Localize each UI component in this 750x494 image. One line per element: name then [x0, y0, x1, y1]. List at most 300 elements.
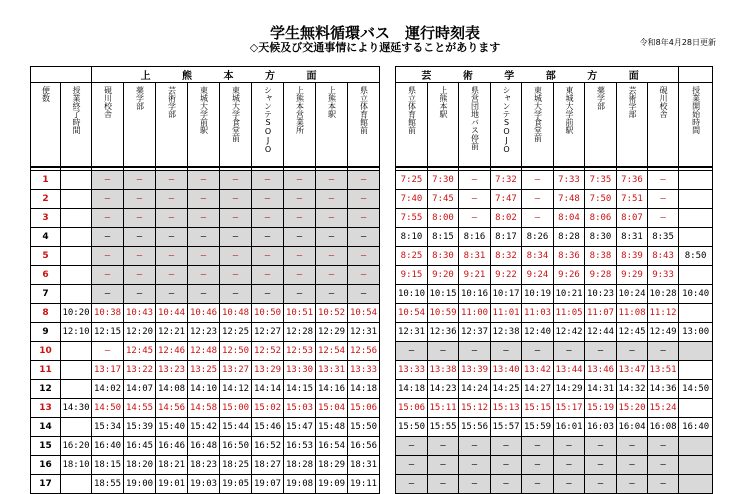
time-cell: — — [124, 190, 156, 209]
page-title: 学生無料循環バス 運行時刻表 — [269, 24, 480, 42]
time-cell: — — [522, 342, 554, 361]
time-cell: 18:20 — [124, 456, 156, 475]
time-cell: — — [220, 285, 252, 304]
time-cell: 10:59 — [428, 304, 459, 323]
time-cell: — — [92, 209, 124, 228]
time-cell: 18:55 — [92, 475, 124, 494]
right-header-5 — [554, 83, 585, 168]
time-cell: — — [617, 475, 648, 494]
time-cell: 11:12 — [648, 304, 679, 323]
table-row — [396, 171, 713, 190]
left-header-5-label: 東城大学前駅 — [199, 86, 209, 134]
time-cell: — — [585, 342, 617, 361]
time-cell: 8:00 — [428, 209, 459, 228]
time-cell: — — [348, 190, 380, 209]
time-cell: 8:38 — [585, 247, 617, 266]
right-header-7 — [617, 83, 648, 168]
time-cell: 15:03 — [284, 399, 316, 418]
time-cell: — — [284, 285, 316, 304]
time-cell: 16:54 — [316, 437, 348, 456]
time-cell: 15:44 — [220, 418, 252, 437]
time-cell: 10:16 — [459, 285, 491, 304]
class-start-time — [679, 437, 713, 456]
time-cell: 14:07 — [124, 380, 156, 399]
time-cell: 12:53 — [284, 342, 316, 361]
time-cell: — — [188, 285, 220, 304]
time-cell: 7:33 — [554, 171, 585, 190]
time-cell: 8:35 — [648, 228, 679, 247]
class-start-time: 16:40 — [679, 418, 713, 437]
time-cell: — — [284, 171, 316, 190]
time-cell: 10:50 — [252, 304, 284, 323]
left-header-9 — [316, 83, 348, 168]
class-start-time — [679, 228, 713, 247]
time-cell: 19:01 — [156, 475, 188, 494]
table-row — [396, 437, 713, 456]
time-cell: 15:56 — [459, 418, 491, 437]
time-cell: 15:15 — [522, 399, 554, 418]
time-cell: 16:45 — [124, 437, 156, 456]
time-cell: 12:15 — [92, 323, 124, 342]
time-cell: 8:15 — [428, 228, 459, 247]
updated-date: 令和8年4月28日更新 — [639, 38, 716, 47]
time-cell: 12:45 — [124, 342, 156, 361]
time-cell: — — [252, 266, 284, 285]
time-cell: — — [188, 247, 220, 266]
time-cell: 15:11 — [428, 399, 459, 418]
time-cell: 7:45 — [428, 190, 459, 209]
time-cell: 8:30 — [585, 228, 617, 247]
class-end-time: 14:30 — [61, 399, 92, 418]
time-cell: 8:34 — [522, 247, 554, 266]
left-header-0-label: 便数 — [41, 86, 51, 102]
direction-row — [396, 67, 713, 83]
time-cell: 8:26 — [522, 228, 554, 247]
time-cell: — — [648, 171, 679, 190]
time-cell: 12:49 — [648, 323, 679, 342]
time-cell: 15:57 — [491, 418, 522, 437]
class-start-time — [679, 266, 713, 285]
direction-blank — [679, 67, 713, 83]
time-cell: 16:46 — [156, 437, 188, 456]
time-cell: 7:40 — [396, 190, 428, 209]
time-cell: 11:01 — [491, 304, 522, 323]
time-cell: — — [348, 228, 380, 247]
time-cell: 19:11 — [348, 475, 380, 494]
class-end-time — [61, 247, 92, 266]
time-cell: 14:12 — [220, 380, 252, 399]
time-cell: — — [648, 475, 679, 494]
table-row — [396, 304, 713, 323]
time-cell: 12:37 — [459, 323, 491, 342]
bin-number: 6 — [31, 266, 61, 285]
time-cell: 8:25 — [396, 247, 428, 266]
time-cell: 14:29 — [554, 380, 585, 399]
time-cell: 9:22 — [491, 266, 522, 285]
time-cell: 15:50 — [348, 418, 380, 437]
time-cell: — — [648, 190, 679, 209]
time-cell: — — [522, 456, 554, 475]
header-row — [31, 83, 380, 168]
time-cell: 10:10 — [396, 285, 428, 304]
table-row — [396, 285, 713, 304]
time-cell: — — [459, 342, 491, 361]
right-header-7-label: 芸術学部 — [628, 86, 637, 118]
time-cell: 14:55 — [124, 399, 156, 418]
time-cell: 15:02 — [252, 399, 284, 418]
time-cell: 10:38 — [92, 304, 124, 323]
time-cell: 15:00 — [220, 399, 252, 418]
time-cell: 12:28 — [284, 323, 316, 342]
bin-number: 15 — [31, 437, 61, 456]
time-cell: 8:36 — [554, 247, 585, 266]
time-cell: — — [459, 190, 491, 209]
class-end-time — [61, 342, 92, 361]
time-cell: 16:48 — [188, 437, 220, 456]
left-header-8-label: 上熊本営業所 — [295, 86, 305, 134]
time-cell: 18:21 — [156, 456, 188, 475]
time-cell: 13:39 — [459, 361, 491, 380]
table-row — [31, 380, 380, 399]
time-cell: 14:10 — [188, 380, 220, 399]
time-cell: 12:20 — [124, 323, 156, 342]
class-start-time: 14:50 — [679, 380, 713, 399]
time-cell: 7:51 — [617, 190, 648, 209]
time-cell: 19:08 — [284, 475, 316, 494]
left-header-3 — [124, 83, 156, 168]
time-cell: — — [316, 228, 348, 247]
right-header-0 — [396, 83, 428, 168]
time-cell: — — [156, 228, 188, 247]
time-cell: 11:00 — [459, 304, 491, 323]
time-cell: 10:24 — [617, 285, 648, 304]
time-cell: 16:56 — [348, 437, 380, 456]
right-header-4-label: 東城大学食堂前 — [533, 86, 543, 142]
time-cell: — — [252, 285, 284, 304]
table-row — [31, 437, 380, 456]
time-cell: 15:13 — [491, 399, 522, 418]
time-cell: 18:29 — [316, 456, 348, 475]
table-row — [31, 361, 380, 380]
delay-notice: ◇天候及び交通事情により遅延することがあります — [249, 41, 501, 54]
time-cell: — — [316, 266, 348, 285]
time-cell: — — [284, 190, 316, 209]
time-cell: — — [252, 171, 284, 190]
time-cell: — — [554, 475, 585, 494]
geijutsu-timetable — [395, 66, 713, 494]
time-cell: — — [648, 209, 679, 228]
table-row — [31, 171, 380, 190]
time-cell: — — [348, 247, 380, 266]
right-header-1-label: 上熊本駅 — [439, 86, 448, 118]
class-end-time — [61, 380, 92, 399]
time-cell: — — [124, 266, 156, 285]
time-cell: 14:31 — [585, 380, 617, 399]
time-cell: 12:25 — [220, 323, 252, 342]
time-cell: — — [428, 437, 459, 456]
time-cell: 10:51 — [284, 304, 316, 323]
time-cell: — — [348, 266, 380, 285]
right-header-3-label: シャンテSOJO — [502, 86, 511, 154]
time-cell: 15:06 — [348, 399, 380, 418]
time-cell: 8:02 — [491, 209, 522, 228]
time-cell: — — [491, 437, 522, 456]
time-cell: 10:43 — [124, 304, 156, 323]
time-cell: 15:12 — [459, 399, 491, 418]
time-cell: 15:47 — [284, 418, 316, 437]
time-cell: 12:48 — [188, 342, 220, 361]
time-cell: 10:19 — [522, 285, 554, 304]
time-cell: — — [188, 266, 220, 285]
time-cell: — — [554, 456, 585, 475]
left-header-0 — [31, 83, 61, 168]
time-cell: 14:32 — [617, 380, 648, 399]
time-cell: — — [252, 247, 284, 266]
time-cell: 8:04 — [554, 209, 585, 228]
right-header-5-label: 東城大学前駅 — [565, 86, 574, 134]
time-cell: 10:44 — [156, 304, 188, 323]
direction-row — [31, 67, 380, 83]
time-cell: 9:24 — [522, 266, 554, 285]
table-row — [396, 209, 713, 228]
bin-number: 4 — [31, 228, 61, 247]
class-end-time — [61, 418, 92, 437]
class-end-time — [61, 171, 92, 190]
right-header-8-label: 硯川校舎 — [659, 86, 669, 118]
table-row — [396, 399, 713, 418]
time-cell: 15:24 — [648, 399, 679, 418]
time-cell: 14:23 — [428, 380, 459, 399]
table-row — [31, 304, 380, 323]
time-cell: 10:28 — [648, 285, 679, 304]
left-header-2-label: 硯川校舎 — [103, 86, 113, 118]
time-cell: 14:18 — [348, 380, 380, 399]
time-cell: 13:31 — [316, 361, 348, 380]
time-cell: 14:50 — [92, 399, 124, 418]
class-start-time — [679, 209, 713, 228]
time-cell: 19:07 — [252, 475, 284, 494]
time-cell: 15:42 — [188, 418, 220, 437]
time-cell: 10:54 — [348, 304, 380, 323]
left-header-2 — [92, 83, 124, 168]
left-header-7-label: シャンテSOJO — [263, 86, 273, 154]
table-row — [31, 285, 380, 304]
time-cell: 15:55 — [428, 418, 459, 437]
time-cell: 12:31 — [348, 323, 380, 342]
time-cell: 15:50 — [396, 418, 428, 437]
time-cell: 18:23 — [188, 456, 220, 475]
time-cell: 14:58 — [188, 399, 220, 418]
time-cell: 18:25 — [220, 456, 252, 475]
time-cell: 15:48 — [316, 418, 348, 437]
table-row — [396, 266, 713, 285]
time-cell: — — [348, 209, 380, 228]
time-cell: 12:42 — [554, 323, 585, 342]
time-cell: 7:25 — [396, 171, 428, 190]
class-start-time — [679, 361, 713, 380]
left-header-10 — [348, 83, 380, 168]
time-cell: 12:46 — [156, 342, 188, 361]
class-start-time: 13:00 — [679, 323, 713, 342]
time-cell: 10:54 — [396, 304, 428, 323]
time-cell: — — [188, 228, 220, 247]
time-cell: 11:07 — [585, 304, 617, 323]
time-cell: 16:03 — [585, 418, 617, 437]
time-cell: 12:36 — [428, 323, 459, 342]
time-cell: 16:52 — [252, 437, 284, 456]
class-end-time — [61, 475, 92, 494]
class-end-time — [61, 361, 92, 380]
time-cell: 14:14 — [252, 380, 284, 399]
header-row — [396, 83, 713, 168]
class-end-time — [61, 228, 92, 247]
time-cell: 14:25 — [491, 380, 522, 399]
time-cell: 12:38 — [491, 323, 522, 342]
time-cell: 10:48 — [220, 304, 252, 323]
time-cell: 12:31 — [396, 323, 428, 342]
table-row — [396, 342, 713, 361]
time-cell: 9:21 — [459, 266, 491, 285]
time-cell: 7:30 — [428, 171, 459, 190]
time-cell: — — [396, 456, 428, 475]
time-cell: 13:33 — [348, 361, 380, 380]
time-cell: — — [491, 342, 522, 361]
time-cell: — — [522, 209, 554, 228]
class-start-time: 10:40 — [679, 285, 713, 304]
time-cell: — — [124, 285, 156, 304]
class-start-time: 8:50 — [679, 247, 713, 266]
time-cell: — — [252, 228, 284, 247]
time-cell: — — [252, 190, 284, 209]
table-row — [31, 247, 380, 266]
time-cell: — — [316, 247, 348, 266]
time-cell: — — [522, 437, 554, 456]
left-header-6-label: 東城大学食堂前 — [231, 86, 241, 142]
time-cell: 11:08 — [617, 304, 648, 323]
time-cell: 16:40 — [92, 437, 124, 456]
class-start-time — [679, 342, 713, 361]
right-header-0-label: 県立体育館前 — [407, 86, 417, 134]
time-cell: — — [284, 228, 316, 247]
time-cell: — — [648, 437, 679, 456]
right-header-2 — [459, 83, 491, 168]
time-cell: 10:52 — [316, 304, 348, 323]
time-cell: 15:20 — [617, 399, 648, 418]
time-cell: 14:08 — [156, 380, 188, 399]
time-cell: 15:06 — [396, 399, 428, 418]
time-cell: 8:16 — [459, 228, 491, 247]
direction-label: 上 熊 本 方 面 — [92, 67, 380, 83]
time-cell: — — [459, 209, 491, 228]
time-cell: — — [348, 171, 380, 190]
time-cell: 18:27 — [252, 456, 284, 475]
time-cell: — — [459, 171, 491, 190]
time-cell: 7:36 — [617, 171, 648, 190]
time-cell: — — [188, 209, 220, 228]
time-cell: 13:23 — [156, 361, 188, 380]
time-cell: 14:15 — [284, 380, 316, 399]
time-cell: — — [617, 456, 648, 475]
time-cell: 15:17 — [554, 399, 585, 418]
time-cell: 8:28 — [554, 228, 585, 247]
bin-number: 11 — [31, 361, 61, 380]
bin-number: 7 — [31, 285, 61, 304]
right-header-6 — [585, 83, 617, 168]
table-row — [396, 323, 713, 342]
time-cell: 12:21 — [156, 323, 188, 342]
time-cell: — — [585, 456, 617, 475]
time-cell: — — [156, 171, 188, 190]
time-cell: — — [491, 475, 522, 494]
time-cell: 19:09 — [316, 475, 348, 494]
left-header-1 — [61, 83, 92, 168]
bin-number: 2 — [31, 190, 61, 209]
table-row — [31, 342, 380, 361]
table-row — [396, 190, 713, 209]
time-cell: 19:05 — [220, 475, 252, 494]
bin-number: 17 — [31, 475, 61, 494]
time-cell: — — [522, 475, 554, 494]
time-cell: — — [316, 190, 348, 209]
class-start-time — [679, 190, 713, 209]
table-row — [31, 475, 380, 494]
time-cell: 14:27 — [522, 380, 554, 399]
time-cell: — — [156, 285, 188, 304]
bin-number: 10 — [31, 342, 61, 361]
class-start-time — [679, 171, 713, 190]
time-cell: — — [156, 266, 188, 285]
time-cell: 13:42 — [522, 361, 554, 380]
time-cell: — — [92, 228, 124, 247]
bin-number: 14 — [31, 418, 61, 437]
time-cell: — — [220, 247, 252, 266]
time-cell: — — [316, 209, 348, 228]
table-row — [396, 361, 713, 380]
table-row — [396, 380, 713, 399]
table-row — [31, 323, 380, 342]
time-cell: 10:23 — [585, 285, 617, 304]
time-cell: — — [459, 456, 491, 475]
class-end-time — [61, 190, 92, 209]
left-header-4-label: 芸術学部 — [167, 86, 177, 118]
time-cell: 14:56 — [156, 399, 188, 418]
time-cell: — — [428, 456, 459, 475]
time-cell: 9:29 — [617, 266, 648, 285]
left-header-8 — [284, 83, 316, 168]
time-cell: 7:32 — [491, 171, 522, 190]
left-header-3-label: 薬学部 — [135, 86, 145, 110]
time-cell: 14:24 — [459, 380, 491, 399]
class-end-time: 16:20 — [61, 437, 92, 456]
bin-number: 5 — [31, 247, 61, 266]
time-cell: — — [188, 190, 220, 209]
time-cell: 13:40 — [491, 361, 522, 380]
direction-label: 芸 術 学 部 方 面 — [396, 67, 679, 83]
right-header-4 — [522, 83, 554, 168]
time-cell: 12:29 — [316, 323, 348, 342]
time-cell: 12:44 — [585, 323, 617, 342]
time-cell: — — [648, 342, 679, 361]
left-header-7 — [252, 83, 284, 168]
time-cell: — — [459, 475, 491, 494]
time-cell: 9:33 — [648, 266, 679, 285]
time-cell: — — [554, 342, 585, 361]
time-cell: 8:17 — [491, 228, 522, 247]
table-row — [31, 190, 380, 209]
time-cell: 7:35 — [585, 171, 617, 190]
table-row — [396, 475, 713, 494]
time-cell: — — [428, 342, 459, 361]
